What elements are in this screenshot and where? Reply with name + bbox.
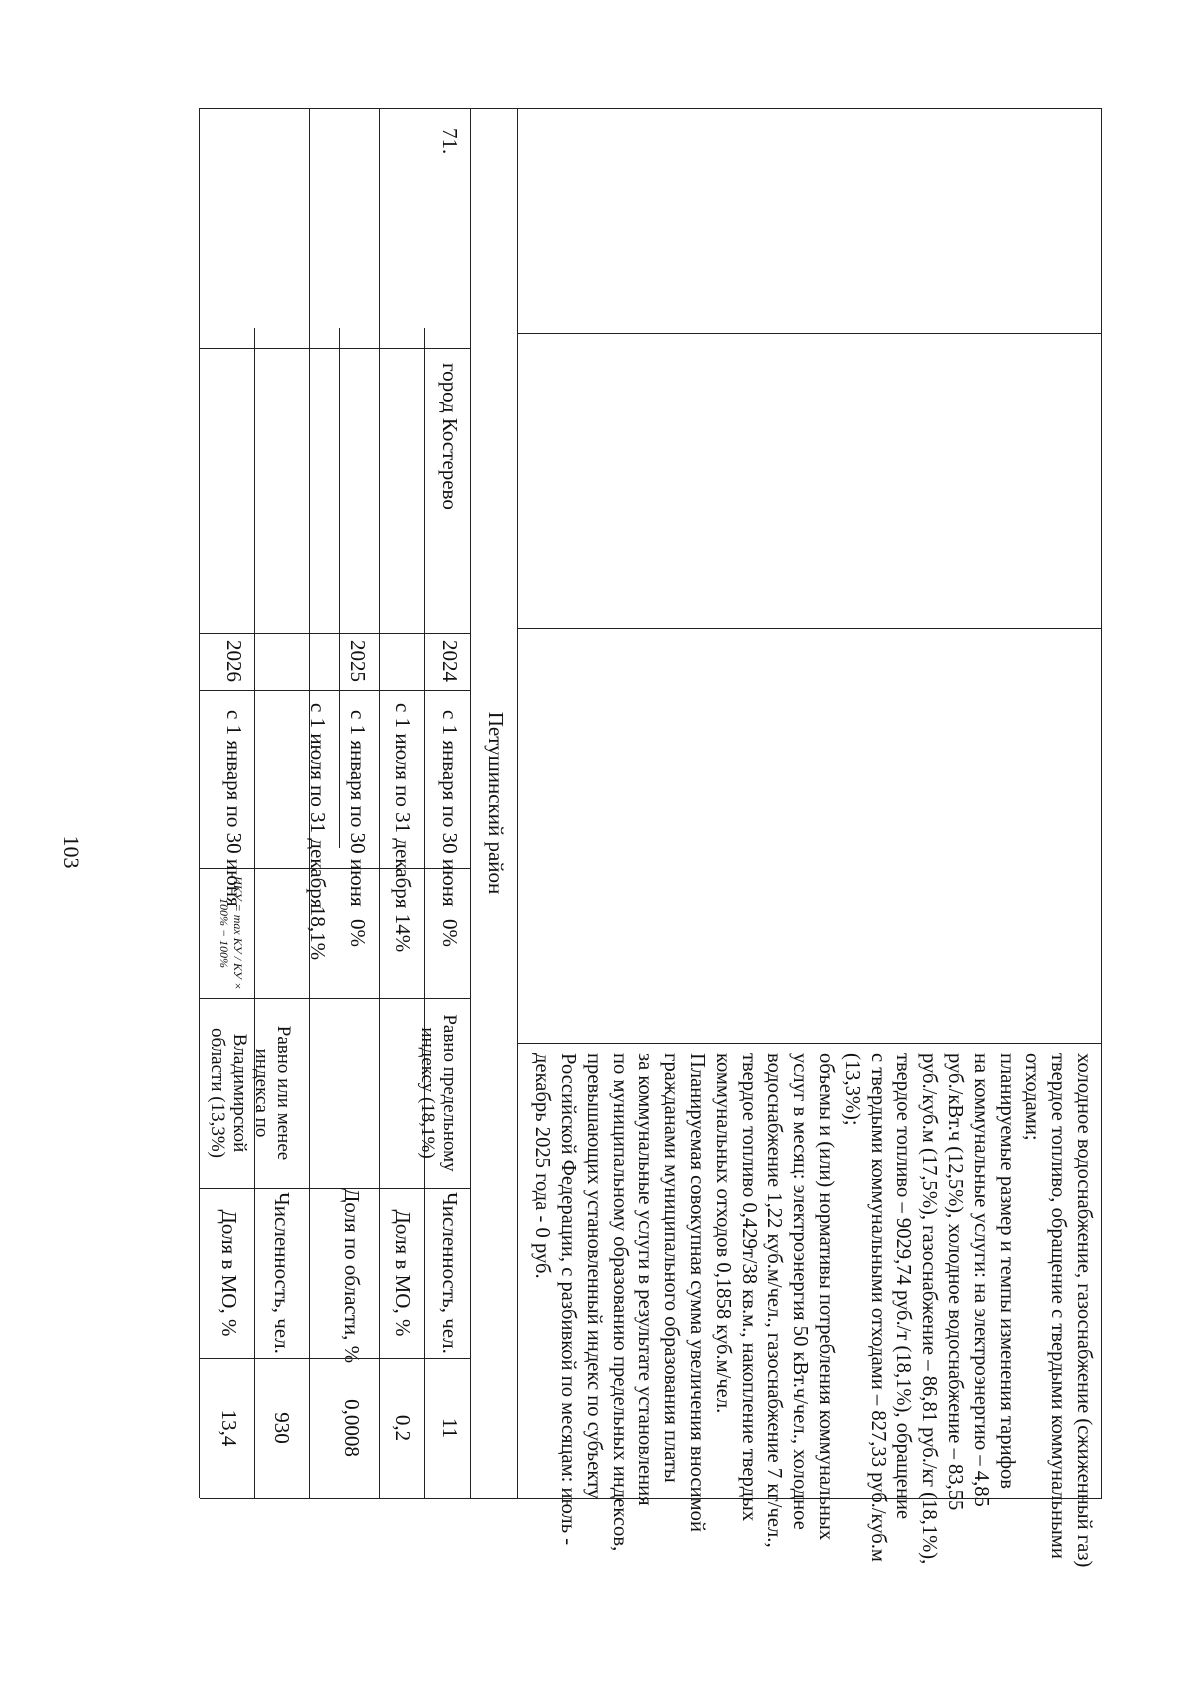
- description-line: холодное водоснабжение, газоснабжение (сжиженный газ): [1073, 1053, 1095, 1568]
- period-cell: с 1 января по 30 июня: [438, 710, 462, 907]
- year-cell: 2025: [346, 640, 370, 682]
- description-line: (13,3%);: [840, 1053, 863, 1126]
- metric-value: 0,0008: [340, 1399, 364, 1457]
- period-cell: с 1 января по 30 июня: [222, 710, 246, 907]
- metric-value: 930: [270, 1412, 294, 1444]
- year-cell: 2026: [222, 640, 246, 682]
- description-line: превышающих установленный индекс по субъекту: [582, 1053, 605, 1500]
- metric-value: 11: [438, 1417, 462, 1439]
- condition-cell: Равно предельному индексу (18,1%): [417, 1014, 460, 1172]
- metric-label: Численность, чел.: [270, 1192, 294, 1354]
- rule: [518, 333, 1102, 334]
- description-line: твердое топливо – 9029,74 руб./т (18,1%), обращение: [892, 1053, 915, 1520]
- rotated-table-page: [170, 108, 1100, 1588]
- description-line: водоснабжение 1,22 куб.м/чел., газоснабжение 7 кг/чел.,: [763, 1053, 786, 1548]
- rule: [518, 1043, 1102, 1044]
- description-line: Российской Федерации, с разбивкой по месяцам: июль -: [557, 1053, 580, 1546]
- description-line: твердое топливо, обращение с твердыми коммунальными: [1047, 1053, 1070, 1559]
- description-line: объемы и (или) нормативы потребления коммунальных: [815, 1053, 838, 1541]
- period-cell: с 1 июля по 31 декабря: [306, 703, 330, 909]
- tariff-description: [528, 1053, 1096, 1567]
- rule: [200, 690, 471, 691]
- rule: [200, 633, 471, 634]
- description-line: за коммунальные услуги в результате установления: [634, 1053, 657, 1506]
- description-line: коммунальных отходов 0,1858 куб.м/чел.: [711, 1053, 734, 1414]
- description-line: на коммунальные услуги: на электроэнергию – 4,85: [969, 1053, 992, 1507]
- description-line: услуг в месяц: электроэнергия 50 кВт.ч/чел., холодное: [789, 1053, 812, 1530]
- district-header: Петушинский район: [484, 711, 508, 895]
- rule: [379, 108, 380, 1498]
- page-number: 103: [59, 835, 84, 869]
- rule: [200, 998, 471, 999]
- index-cell: 0%: [346, 919, 370, 947]
- metric-value: 0,2: [391, 1414, 415, 1442]
- condition-cell: Равно или менее индекса по Владимирской области (13,3%): [207, 1025, 294, 1161]
- description-line: гражданами муниципального образования платы: [660, 1053, 683, 1483]
- rule: [200, 108, 1102, 109]
- rule: [518, 628, 1102, 629]
- entry-name: город Костерево: [438, 363, 462, 510]
- rule: [200, 348, 471, 349]
- metric-value: 13,4: [217, 1409, 241, 1447]
- rule: [424, 328, 425, 1498]
- description-line: декабрь 2025 года - 0 руб.: [531, 1053, 554, 1279]
- description-line: с твердыми коммунальными отходами – 827,33 руб./куб.м: [866, 1053, 889, 1562]
- index-cell: 0%: [438, 919, 462, 947]
- entry-number: 71.: [438, 128, 462, 155]
- index-formula: ИКУ = max КУ / КУ × 100% − 100%: [217, 876, 245, 990]
- description-line: по муниципальному образованию предельных индексов,: [608, 1053, 631, 1552]
- description-line: твердое топливо 0,429т/38 кв.м., накопление твердых: [737, 1053, 760, 1522]
- metric-label: Доля в МО, %: [391, 1209, 415, 1337]
- rule: [1101, 108, 1102, 1498]
- rule: [339, 328, 340, 848]
- description-line: отходами;: [1021, 1053, 1044, 1141]
- rule: [470, 108, 471, 1498]
- period-cell: с 1 января по 30 июня: [346, 710, 370, 907]
- year-cell: 2024: [438, 640, 462, 682]
- metric-label: Доля в МО, %: [217, 1209, 241, 1337]
- description-line: руб./кВт.ч (12,5%), холодное водоснабжение – 83,55: [944, 1053, 967, 1511]
- metric-label: Доля по области, %: [340, 1188, 364, 1364]
- index-cell: 18,1%: [306, 905, 330, 961]
- rule: [199, 108, 200, 1498]
- description-line: Планируемая совокупная сумма увеличения вносимой: [686, 1053, 709, 1532]
- metric-label: Численность, чел.: [438, 1192, 462, 1354]
- index-cell: 14%: [391, 913, 415, 953]
- description-line: руб./куб.м (17,5%), газоснабжение – 86,81 руб./кг (18,1%),: [918, 1053, 941, 1565]
- period-cell: с 1 июля по 31 декабря: [391, 703, 415, 909]
- rule: [517, 108, 518, 1498]
- rule: [254, 328, 255, 1498]
- description-line: планируемые размер и темпы изменения тарифов: [995, 1053, 1018, 1490]
